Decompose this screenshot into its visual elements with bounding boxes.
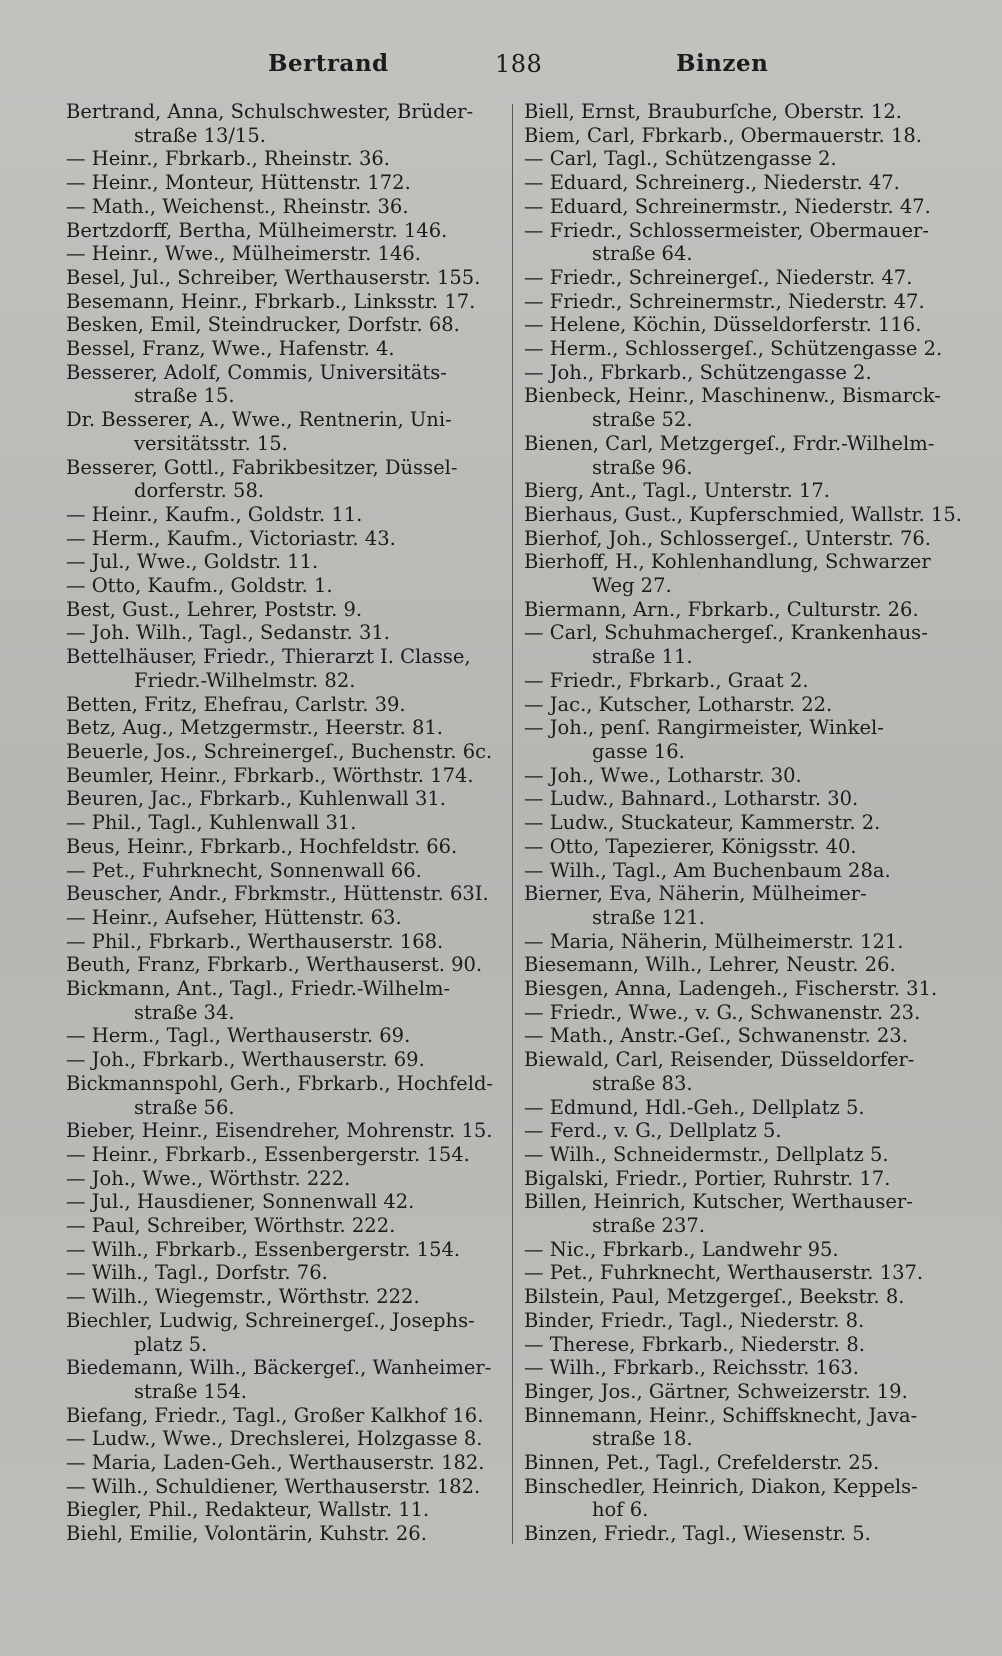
directory-line: Dr. Besserer, A., Wwe., Rentnerin, Uni- <box>66 408 452 432</box>
directory-line: Beuscher, Andr., Fbrkmstr., Hüttenstr. 63I. <box>66 882 489 906</box>
directory-line: Beus, Heinr., Fbrkarb., Hochfeldstr. 66. <box>66 834 458 858</box>
directory-line: Biefang, Friedr., Tagl., Großer Kalkhof 16. <box>66 1403 484 1427</box>
directory-line: Besserer, Adolf, Commis, Universitäts- <box>66 360 447 384</box>
directory-line: — Ludw., Bahnard., Lotharstr. 30. <box>524 787 859 811</box>
directory-line: straße 52. <box>592 408 693 432</box>
directory-line: Biesemann, Wilh., Lehrer, Neustr. 26. <box>524 953 896 977</box>
directory-line: — Wilh., Tagl., Am Buchenbaum 28a. <box>524 858 891 882</box>
directory-line: Bierhaus, Gust., Kupferschmied, Wallstr. 15. <box>524 502 962 526</box>
directory-line: Bierhoff, H., Kohlenhandlung, Schwarzer <box>524 550 931 574</box>
directory-line: Beuerle, Jos., Schreinergeſ., Buchenstr. 6c. <box>66 739 493 763</box>
left-column <box>66 100 496 1546</box>
directory-line: — Phil., Tagl., Kuhlenwall 31. <box>66 811 357 835</box>
directory-line: straße 237. <box>592 1214 705 1238</box>
directory-line: Beumler, Heinr., Fbrkarb., Wörthstr. 174. <box>66 763 474 787</box>
directory-line: Weg 27. <box>592 574 672 598</box>
directory-line: versitätsstr. 15. <box>134 431 288 455</box>
directory-line: — Paul, Schreiber, Wörthstr. 222. <box>66 1214 396 1238</box>
directory-line: Biem, Carl, Fbrkarb., Obermauerstr. 18. <box>524 123 922 147</box>
directory-line: straße 64. <box>592 242 693 266</box>
directory-line: — Heinr., Wwe., Mülheimerstr. 146. <box>66 242 421 266</box>
directory-line: — Ferd., v. G., Dellplatz 5. <box>524 1119 782 1143</box>
directory-line: — Joh. Wilh., Tagl., Sedanstr. 31. <box>66 621 390 645</box>
directory-line: Betten, Fritz, Ehefrau, Carlstr. 39. <box>66 692 406 716</box>
directory-line: Bienen, Carl, Metzgergeſ., Frdr.-Wilhelm- <box>524 431 935 455</box>
directory-line: — Carl, Schuhmachergeſ., Krankenhaus- <box>524 621 928 645</box>
directory-line: — Friedr., Wwe., v. G., Schwanenstr. 23. <box>524 1000 921 1024</box>
directory-line: Biesgen, Anna, Ladengeh., Fischerstr. 31. <box>524 977 938 1001</box>
directory-line: — Carl, Tagl., Schützengasse 2. <box>524 147 837 171</box>
directory-line: — Friedr., Schlossermeister, Obermauer- <box>524 218 929 242</box>
directory-line: Besken, Emil, Steindrucker, Dorfstr. 68. <box>66 313 460 337</box>
directory-line: — Heinr., Aufseher, Hüttenstr. 63. <box>66 905 402 929</box>
directory-line: straße 34. <box>134 1000 235 1024</box>
directory-line: Binder, Friedr., Tagl., Niederstr. 8. <box>524 1308 865 1332</box>
directory-line: — Wilh., Fbrkarb., Reichsstr. 163. <box>524 1356 859 1380</box>
page-number: 188 <box>495 50 543 78</box>
directory-line: Besel, Jul., Schreiber, Werthauserstr. 155. <box>66 265 481 289</box>
directory-line: Biell, Ernst, Brauburſche, Oberstr. 12. <box>524 100 902 123</box>
directory-line: — Otto, Kaufm., Goldstr. 1. <box>66 574 333 598</box>
page-header <box>0 50 1002 90</box>
directory-line: platz 5. <box>134 1332 208 1356</box>
directory-line: — Eduard, Schreinerg., Niederstr. 47. <box>524 171 900 195</box>
directory-line: — Math., Weichenst., Rheinstr. 36. <box>66 194 409 218</box>
directory-line: — Herm., Kaufm., Victoriastr. 43. <box>66 526 396 550</box>
directory-line: straße 96. <box>592 455 693 479</box>
directory-line: — Joh., penſ. Rangirmeister, Winkel- <box>524 716 884 740</box>
directory-line: — Friedr., Schreinermstr., Niederstr. 47. <box>524 289 925 313</box>
directory-line: — Joh., Wwe., Lotharstr. 30. <box>524 763 802 787</box>
directory-line: — Nic., Fbrkarb., Landwehr 95. <box>524 1237 839 1261</box>
directory-line: — Joh., Fbrkarb., Werthauserstr. 69. <box>66 1048 425 1072</box>
directory-line: — Jul., Hausdiener, Sonnenwall 42. <box>66 1190 415 1214</box>
directory-line: — Herm., Tagl., Werthauserstr. 69. <box>66 1024 411 1048</box>
directory-line: Bigalski, Friedr., Portier, Ruhrstr. 17. <box>524 1166 891 1190</box>
directory-line: — Edmund, Hdl.-Geh., Dellplatz 5. <box>524 1095 865 1119</box>
directory-line: Bilstein, Paul, Metzgergeſ., Beekstr. 8. <box>524 1285 905 1309</box>
directory-line: — Maria, Näherin, Mülheimerstr. 121. <box>524 929 904 953</box>
directory-line: — Heinr., Fbrkarb., Essenbergerstr. 154. <box>66 1142 470 1166</box>
directory-line: Biechler, Ludwig, Schreinergeſ., Josephs- <box>66 1308 475 1332</box>
directory-line: straße 15. <box>134 384 235 408</box>
directory-line: — Maria, Laden-Geh., Werthauserstr. 182. <box>66 1451 485 1475</box>
directory-line: — Wilh., Tagl., Dorfstr. 76. <box>66 1261 328 1285</box>
directory-line: — Eduard, Schreinermstr., Niederstr. 47. <box>524 194 931 218</box>
directory-line: dorferstr. 58. <box>134 479 265 503</box>
right-column <box>524 100 968 1546</box>
directory-line: gasse 16. <box>592 739 685 763</box>
directory-line: Biermann, Arn., Fbrkarb., Culturstr. 26. <box>524 597 919 621</box>
directory-line: — Pet., Fuhrknecht, Sonnenwall 66. <box>66 858 422 882</box>
directory-line: — Wilh., Schneidermstr., Dellplatz 5. <box>524 1142 889 1166</box>
directory-line: Binger, Jos., Gärtner, Schweizerstr. 19. <box>524 1379 908 1403</box>
directory-line: Bertrand, Anna, Schulschwester, Brüder- <box>66 100 474 123</box>
directory-line: Bieber, Heinr., Eisendreher, Mohrenstr. 15. <box>66 1119 493 1143</box>
directory-line: — Heinr., Monteur, Hüttenstr. 172. <box>66 171 411 195</box>
directory-line: Binzen, Friedr., Tagl., Wiesenstr. 5. <box>524 1522 871 1546</box>
directory-line: straße 121. <box>592 905 705 929</box>
directory-line: Binschedler, Heinrich, Diakon, Keppels- <box>524 1474 918 1498</box>
directory-line: Bettelhäuser, Friedr., Thierarzt I. Classe, <box>66 645 471 669</box>
directory-line: — Friedr., Schreinergeſ., Niederstr. 47. <box>524 265 913 289</box>
directory-line: — Therese, Fbrkarb., Niederstr. 8. <box>524 1332 865 1356</box>
directory-line: Bickmannspohl, Gerh., Fbrkarb., Hochfeld- <box>66 1071 494 1095</box>
directory-line: straße 11. <box>592 645 693 669</box>
directory-line: Betz, Aug., Metzgermstr., Heerstr. 81. <box>66 716 444 740</box>
directory-line: Bienbeck, Heinr., Maschinenw., Bismarck- <box>524 384 941 408</box>
directory-line: — Herm., Schlossergeſ., Schützengasse 2. <box>524 337 943 361</box>
directory-line: Besemann, Heinr., Fbrkarb., Linksstr. 17. <box>66 289 476 313</box>
directory-line: — Ludw., Wwe., Drechslerei, Holzgasse 8. <box>66 1427 483 1451</box>
directory-line: Besserer, Gottl., Fabrikbesitzer, Düssel- <box>66 455 458 479</box>
directory-line: Bierner, Eva, Näherin, Mülheimer- <box>524 882 867 906</box>
directory-line: straße 13/15. <box>134 123 266 147</box>
directory-line: straße 18. <box>592 1427 693 1451</box>
directory-line: Beuren, Jac., Fbrkarb., Kuhlenwall 31. <box>66 787 446 811</box>
directory-line: — Jac., Kutscher, Lotharstr. 22. <box>524 692 833 716</box>
directory-line: Best, Gust., Lehrer, Poststr. 9. <box>66 597 363 621</box>
directory-line: — Joh., Wwe., Wörthstr. 222. <box>66 1166 351 1190</box>
directory-line: straße 154. <box>134 1379 247 1403</box>
directory-line: Bierhof, Joh., Schlossergeſ., Unterstr. 76. <box>524 526 932 550</box>
header-last-name: Binzen <box>676 50 769 77</box>
directory-line: — Helene, Köchin, Düsseldorferstr. 116. <box>524 313 922 337</box>
directory-line: — Joh., Fbrkarb., Schützengasse 2. <box>524 360 872 384</box>
directory-line: — Heinr., Kaufm., Goldstr. 11. <box>66 502 363 526</box>
directory-line: straße 83. <box>592 1071 693 1095</box>
directory-line: straße 56. <box>134 1095 235 1119</box>
directory-line: Biegler, Phil., Redakteur, Wallstr. 11. <box>66 1498 430 1522</box>
directory-line: — Pet., Fuhrknecht, Werthauserstr. 137. <box>524 1261 924 1285</box>
directory-line: Bickmann, Ant., Tagl., Friedr.-Wilhelm- <box>66 977 451 1001</box>
directory-line: — Wilh., Wiegemstr., Wörthstr. 222. <box>66 1285 420 1309</box>
directory-line: Biewald, Carl, Reisender, Düsseldorfer- <box>524 1048 915 1072</box>
directory-line: — Math., Anstr.-Geſ., Schwanenstr. 23. <box>524 1024 908 1048</box>
directory-line: Binnemann, Heinr., Schiffsknecht, Java- <box>524 1403 918 1427</box>
directory-line: Beuth, Franz, Fbrkarb., Werthauserst. 90. <box>66 953 483 977</box>
directory-line: — Heinr., Fbrkarb., Rheinstr. 36. <box>66 147 390 171</box>
directory-line: Friedr.-Wilhelmstr. 82. <box>134 668 356 692</box>
directory-line: — Friedr., Fbrkarb., Graat 2. <box>524 668 809 692</box>
directory-line: Binnen, Pet., Tagl., Crefelderstr. 25. <box>524 1451 880 1475</box>
directory-line: — Ludw., Stuckateur, Kammerstr. 2. <box>524 811 881 835</box>
directory-line: hof 6. <box>592 1498 649 1522</box>
directory-line: — Phil., Fbrkarb., Werthauserstr. 168. <box>66 929 444 953</box>
directory-line: — Otto, Tapezierer, Königsstr. 40. <box>524 834 857 858</box>
directory-line: Bierg, Ant., Tagl., Unterstr. 17. <box>524 479 830 503</box>
directory-line: Bessel, Franz, Wwe., Hafenstr. 4. <box>66 337 395 361</box>
directory-line: Biehl, Emilie, Volontärin, Kuhstr. 26. <box>66 1522 427 1546</box>
directory-line: — Wilh., Schuldiener, Werthauserstr. 182. <box>66 1474 481 1498</box>
directory-line: Billen, Heinrich, Kutscher, Werthauser- <box>524 1190 913 1214</box>
header-first-name: Bertrand <box>268 50 389 77</box>
directory-line: — Wilh., Fbrkarb., Essenbergerstr. 154. <box>66 1237 461 1261</box>
directory-line: — Jul., Wwe., Goldstr. 11. <box>66 550 319 574</box>
directory-line: Bertzdorff, Bertha, Mülheimerstr. 146. <box>66 218 448 242</box>
column-divider <box>512 104 513 1544</box>
directory-line: Biedemann, Wilh., Bäckergeſ., Wanheimer- <box>66 1356 492 1380</box>
